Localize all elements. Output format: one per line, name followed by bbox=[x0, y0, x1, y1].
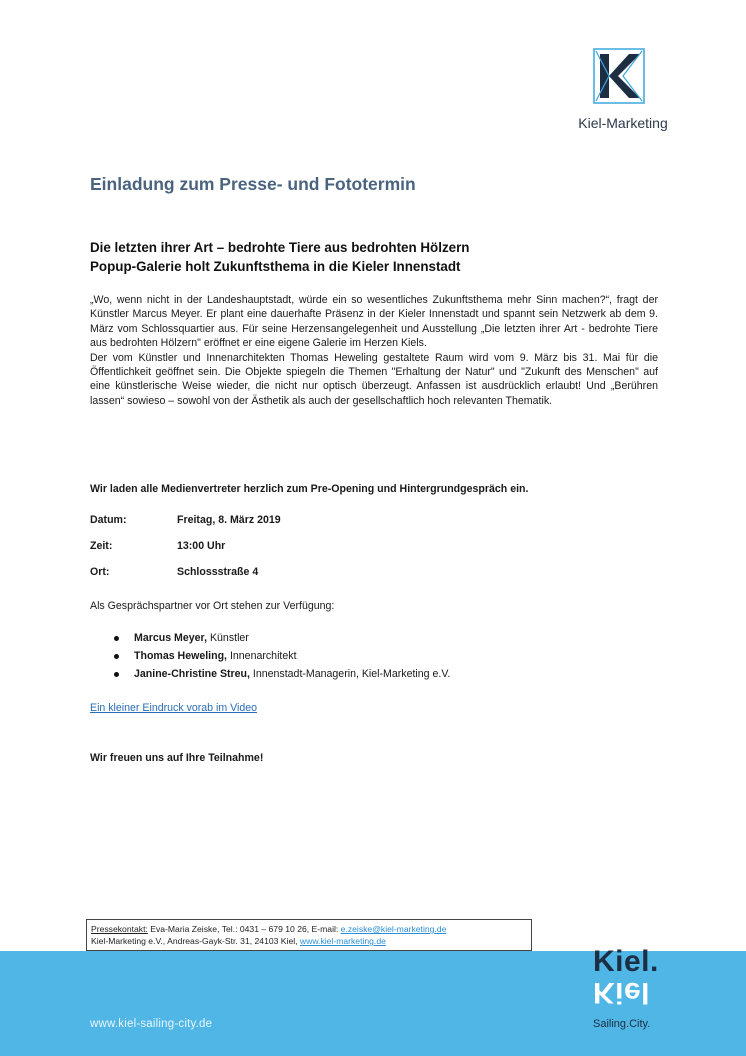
contact-address: Kiel-Marketing e.V., Andreas-Gayk-Str. 31, 24103 Kiel, bbox=[91, 936, 300, 946]
footer-url: www.kiel-sailing-city.de bbox=[90, 1018, 213, 1030]
kiel-marketing-logo bbox=[563, 48, 683, 138]
list-item bbox=[110, 650, 450, 668]
bullet-icon bbox=[114, 636, 119, 641]
contact-line-1 bbox=[91, 923, 527, 935]
subheadline-line-1: Die letzten ihrer Art – bedrohte Tiere aus bedrohten Hölzern bbox=[90, 240, 470, 255]
subheadline-line-2: Popup-Galerie holt Zukunftsthema in die Kieler Innenstadt bbox=[90, 259, 461, 274]
kiel-marketing-wordmark: Kiel-Marketing bbox=[578, 115, 668, 131]
event-details bbox=[90, 514, 281, 592]
partner-role: Innenarchitekt bbox=[227, 650, 297, 662]
page-title: Einladung zum Presse- und Fototermin bbox=[90, 174, 416, 194]
detail-row-location bbox=[90, 566, 281, 592]
list-item bbox=[110, 632, 450, 650]
body-text bbox=[90, 293, 658, 408]
body-paragraph-2: Der vom Künstler und Innenarchitekten Thomas Heweling gestaltete Raum wird vom 9. März bis 31. Mai für die Öffentlichkeit geöffnet sein. Die Objekte spiegeln die Themen "Erhaltung der Natur" und "Zukunft des Menschen" auf eine künstlerische Weise wieder, die nicht nur optisch überzeugt. Anfassen ist ausdrücklich erlaubt! Und „Berühren lassen“ sowieso – sowohl von der Ästhetik als auch der gesellschaftlich hoch relevanten Thematik. bbox=[90, 351, 658, 407]
subheadline bbox=[90, 238, 469, 276]
kiel-wordmark-reflection: Kiel bbox=[593, 976, 651, 1009]
video-link[interactable]: Ein kleiner Eindruck vorab im Video bbox=[90, 702, 258, 714]
detail-label: Ort: bbox=[90, 566, 110, 578]
detail-value: Freitag, 8. März 2019 bbox=[177, 514, 281, 526]
detail-row-time bbox=[90, 540, 281, 566]
bullet-icon bbox=[114, 654, 119, 659]
contact-details: Eva-Maria Zeiske, Tel.: 0431 – 679 10 26, E-mail: bbox=[147, 924, 341, 934]
press-contact-box bbox=[86, 919, 532, 951]
invitation-line: Wir laden alle Medienvertreter herzlich zum Pre-Opening und Hintergrundgespräch ein. bbox=[90, 483, 529, 495]
contact-label: Pressekontakt: bbox=[91, 924, 148, 934]
partner-name: Thomas Heweling, bbox=[134, 650, 228, 662]
contact-website-link[interactable]: www.kiel-marketing.de bbox=[299, 936, 386, 946]
contact-email-link[interactable]: e.zeiske@kiel-marketing.de bbox=[340, 924, 447, 934]
detail-row-date bbox=[90, 514, 281, 540]
partners-list bbox=[110, 632, 450, 686]
kiel-tagline: Sailing.City. bbox=[593, 1018, 651, 1030]
bullet-icon bbox=[114, 672, 119, 677]
partner-name: Janine-Christine Streu, bbox=[134, 668, 250, 680]
detail-label: Datum: bbox=[90, 514, 127, 526]
partner-name: Marcus Meyer, bbox=[134, 632, 208, 644]
kiel-marketing-k-icon bbox=[593, 48, 645, 104]
kiel-wordmark: Kiel. bbox=[593, 945, 659, 978]
detail-value: 13:00 Uhr bbox=[177, 540, 226, 552]
kiel-sailing-city-logo bbox=[589, 945, 679, 1035]
contact-line-2 bbox=[91, 935, 527, 947]
partner-role: Künstler bbox=[207, 632, 249, 644]
detail-label: Zeit: bbox=[90, 540, 113, 552]
partners-intro: Als Gesprächspartner vor Ort stehen zur Verfügung: bbox=[90, 600, 335, 612]
body-paragraph-1: „Wo, wenn nicht in der Landeshauptstadt, würde ein so wesentliches Zukunftsthema mehr Sinn machen?“, fragt der Künstler Marcus Meyer. Er plant eine dauerhafte Präsenz in der Kieler Innenstadt und spannt sein Netzwerk ab dem 9. März vom Schlossquartier aus. Für seine Herzensangelegenheit und Ausstellung „Die letzten ihrer Art - bedrohte Tiere aus bedrohten Hölzern" eröffnet er eine eigene Galerie im Herzen Kiels. bbox=[90, 294, 658, 350]
list-item bbox=[110, 668, 450, 686]
detail-value: Schlossstraße 4 bbox=[177, 566, 259, 578]
partner-role: Innenstadt-Managerin, Kiel-Marketing e.V. bbox=[249, 668, 451, 680]
closing-line: Wir freuen uns auf Ihre Teilnahme! bbox=[90, 752, 264, 764]
